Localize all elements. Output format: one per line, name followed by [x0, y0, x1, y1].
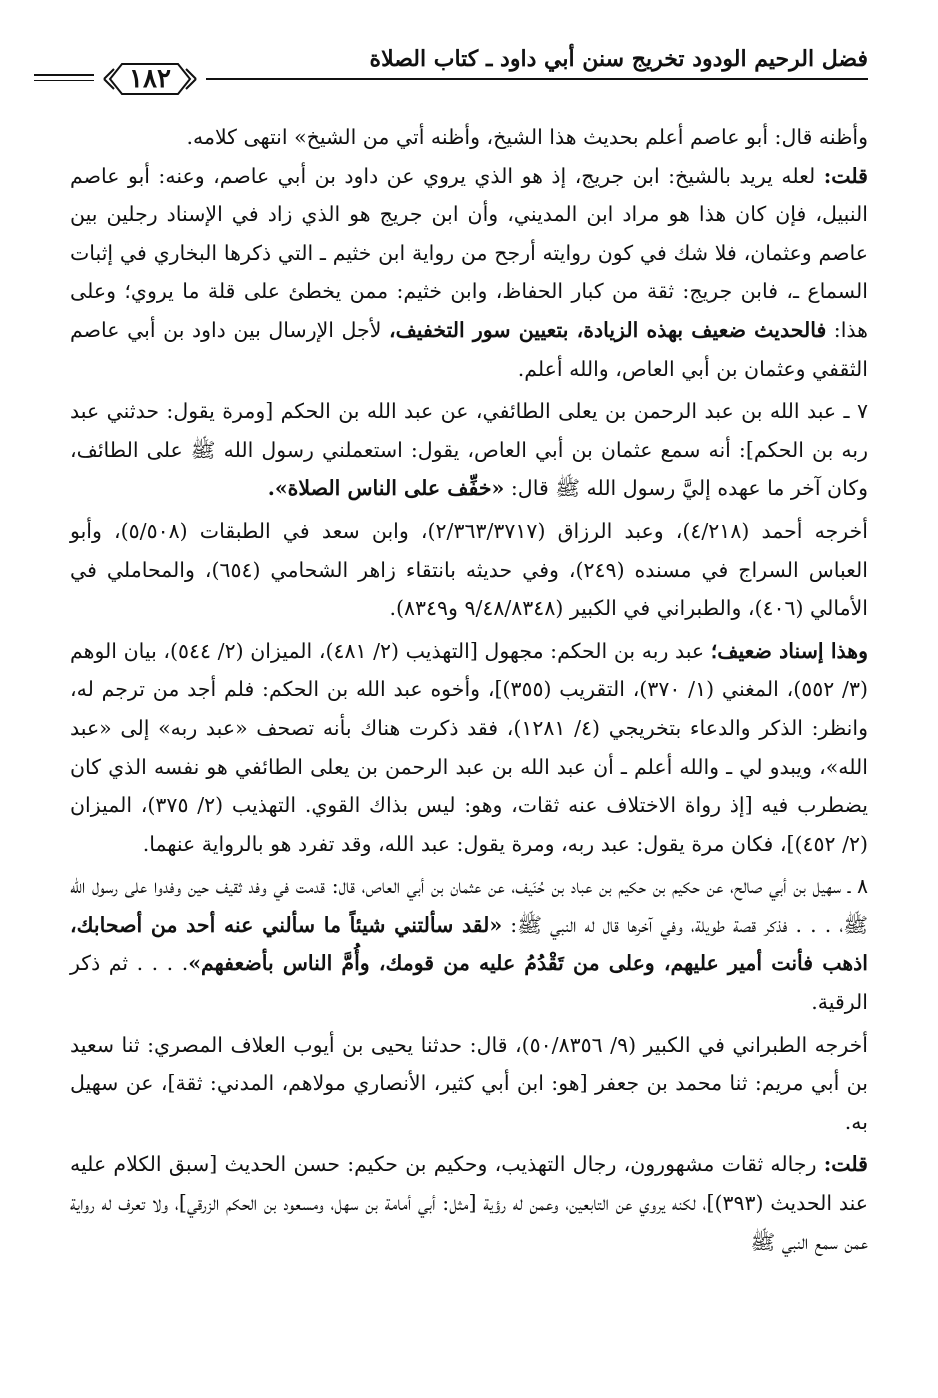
text-segment: . . . . ثم ذكر الرقية. [70, 951, 868, 1015]
text-segment: لأجل الإرسال بين داود بن أبي عاصم الثقفي وعثمان بن أبي العاص، والله أعلم. [70, 317, 868, 381]
text-segment: رجاله ثقات مشهورون، رجال التهذيب، وحكيم بن حكيم: حسن الحديث [سبق الكلام عليه عند الحديث (٣٩٣)]، لكنه يروي عن التابعين، وعمن له رؤية [مثل: أبي أمامة بن سهل، ومسعود بن الحكم الزرقي]، ولا تعرف له رواية عمن سمع النبي ﷺ [70, 1152, 868, 1254]
page-body [70, 118, 868, 1261]
header-rule-right [206, 78, 868, 80]
paragraph [70, 1145, 868, 1261]
paragraph [70, 867, 868, 1021]
page-number: ١٨٢ [129, 64, 171, 94]
text-segment: ٧ ـ عبد الله بن عبد الرحمن بن يعلى الطائفي، عن عبد الله بن الحكم [ومرة يقول: حدثني عبد ربه بن الحكم]: أنه سمع عثمان بن أبي العاص، يقول: استعملني رسول الله ﷺ على الطائف، وكان آخر ما عهده إليَّ رسول الله ﷺ قال: [70, 399, 868, 501]
bold-text-segment: «لقد سألتني شيئاً ما سألني عنه أحد من أصحابك، اذهب فأنت أمير عليهم، وعلى من تَقْدُمُ عليه من قومك، وأُمَّ الناس بأضعفهم» [70, 912, 869, 976]
paragraph [70, 392, 868, 508]
text-segment: أخرجه أحمد (٤/٢١٨)، وعبد الرزاق (٢/٣٦٣/٣٧١٧)، وابن سعد في الطبقات (٥/٥٠٨)، وأبو العباس السراج في مسنده (٢٤٩)، وفي حديثه بانتقاء زاهر الشحامي (٦٥٤)، والمحاملي في الأمالي (٤٠٦)، والطبراني في الكبير (٩/٤٨/٨٣٤٨ و٨٣٤٩). [70, 518, 868, 621]
text-segment: ٨ ـ سهيل بن أبي صالح، عن حكيم بن حكيم بن عباد بن حُنَيف، عن عثمان بن أبي العاص، قال: قدمت في وفد ثقيف حين وفدوا على رسول الله ﷺ، . . . فذكر قصة طويلة، وفي آخرها قال له النبي ﷺ: [70, 874, 869, 937]
paragraph [70, 512, 868, 628]
paragraph [70, 1026, 868, 1142]
paragraph [70, 157, 868, 389]
text-segment: عبد ربه بن الحكم: مجهول [التهذيب (٢/ ٤٨١)، الميزان (٢/ ٥٤٤)، بيان الوهم (٣/ ٥٥٢)، المغني (١/ ٣٧٠)، التقريب (٣٥٥)]، وأخوه عبد الله بن الحكم: فلم أجد من ترجم له، وانظر: الذكر والدعاء بتخريجي (٤/ ١٢٨١)، فقد ذكرت هناك بأنه تصحف «عبد ربه» إلى «عبد الله»، ويبدو لي ـ والله أعلم ـ أن عبد الله بن عبد الرحمن بن يعلى الطائفي هو نفسه الذي كان يضطرب فيه [إذ رواة الاختلاف عنه ثقات، وهو: ليس بذاك القوي. التهذيب (٢/ ٣٧٥)، الميزان (٢/ ٤٥٢)]، فكان مرة يقول: عبد ربه، ومرة يقول: عبد الله، وقد تفرد هو بالرواية عنهما. [70, 638, 869, 856]
running-title: فضل الرحيم الودود تخريج سنن أبي داود ـ كتاب الصلاة [369, 46, 868, 72]
bold-text-segment: قلت: [823, 1152, 868, 1177]
bold-text-segment: قلت: [823, 163, 868, 188]
text-segment: وأظنه قال: أبو عاصم أعلم بحديث هذا الشيخ، وأظنه أتي من الشيخ» انتهى كلامه. [186, 125, 868, 149]
paragraph [70, 118, 868, 157]
text-segment: أخرجه الطبراني في الكبير (٩/ ٥٠/٨٣٥٦)، قال: حدثنا يحيى بن أيوب العلاف المصري: ثنا سعيد بن أبي مريم: ثنا محمد بن جعفر [هو: ابن أبي كثير، الأنصاري مولاهم، المدني: ثقة]، عن سهيل به. [70, 1032, 868, 1134]
bold-text-segment: فالحديث ضعيف بهذه الزيادة، بتعيين سور التخفيف، [388, 317, 827, 342]
bold-text-segment: «خفِّف على الناس الصلاة». [267, 476, 505, 501]
page-number-frame [100, 60, 200, 98]
bold-text-segment: وهذا إسناد ضعيف؛ [710, 638, 869, 663]
text-segment: لعله يريد بالشيخ: ابن جريج، إذ هو الذي يروي عن داود بن أبي عاصم، وعنه: أبو عاصم النبيل، فإن كان هذا هو مراد ابن المديني، وأن ابن جريج هو الذي زاد في الإسناد رجلين بين عاصم وعثمان، فلا شك في كون روايته أرجح من رواية ابن خثيم ـ التي ذكرها البخاري في إثبات السماع ـ، فابن جريج: ثقة من كبار الحفاظ، وابن خثيم: ممن يخطئ على قلة ما يروي؛ وعلى هذا: [70, 163, 868, 342]
header-rule-left [34, 74, 94, 76]
header-rule-left-thin [34, 80, 94, 81]
paragraph [70, 632, 868, 864]
